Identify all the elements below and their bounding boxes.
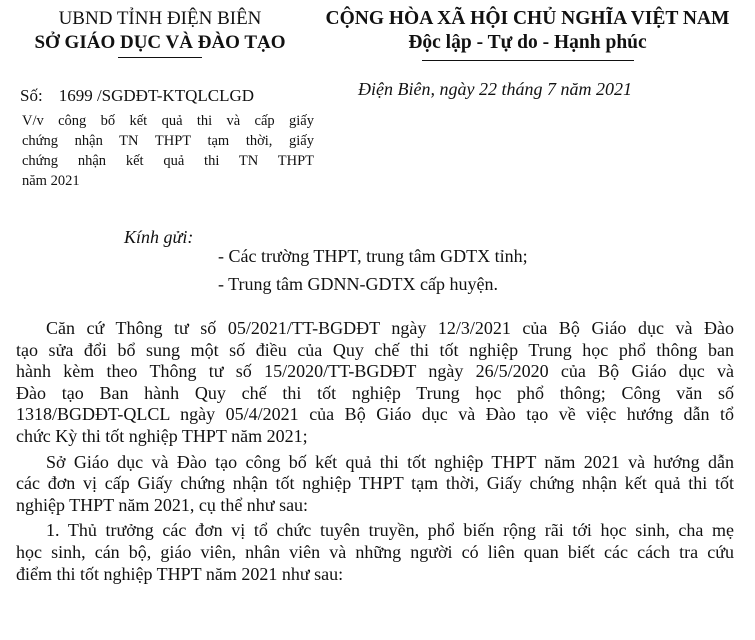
paragraph-line: học sinh, cán bộ, giáo viên, nhân viên và những người có liên quan biết các cách tra cứu [16,541,734,562]
paragraph-line: hành kèm theo Thông tư số 15/2020/TT-BGDĐT ngày 26/5/2020 của Bộ Giáo dục và [16,361,734,382]
paragraph-line: Đào tạo Ban hành Quy chế thi tốt nghiệp Trung học phổ thông; Công văn số [16,382,734,403]
document-date: Điện Biên, ngày 22 tháng 7 năm 2021 [358,79,632,99]
paragraph-line: tạo sửa đổi bổ sung một số điều của Quy chế thi tốt nghiệp Trung học phổ thông ban [16,339,734,360]
paragraph-line: các đơn vị cấp Giấy chứng nhận tốt nghiệp THPT tạm thời, Giấy chứng nhận kết quả thi tốt [16,473,734,494]
issuing-department: SỞ GIÁO DỤC VÀ ĐÀO TẠO [34,32,286,53]
national-title: CỘNG HÒA XÃ HỘI CHỦ NGHĨA VIỆT NAM [325,8,730,29]
paragraph-line: chức Kỳ thi tốt nghiệp THPT năm 2021; [16,425,308,446]
subject-line: chứng nhận kết quả thi TN THPT [22,153,314,169]
document-number-value: 1699 [58,86,93,105]
document-subject [22,111,314,191]
header-divider-right [422,60,634,61]
paragraph-line: 1318/BGDĐT-QLCL ngày 05/4/2021 của Bộ Giáo dục và Đào tạo về việc hướng dẫn tổ [16,404,734,425]
header-divider-left [118,57,202,58]
paragraph-line: 1. Thủ trưởng các đơn vị tổ chức tuyên truyền, phổ biến rộng rãi tới học sinh, cha mẹ [46,520,734,541]
paragraph-legal-basis [16,318,734,448]
paragraph-announcement [16,452,734,517]
document-number-prefix: Số: [20,86,43,105]
document-number-suffix: /SGDĐT-KTQLCLGD [96,86,255,105]
paragraph-line: nghiệp THPT năm 2021, cụ thể như sau: [16,494,309,515]
document-number [20,86,254,106]
subject-line: chứng nhận TN THPT tạm thời, giấy [22,133,314,149]
document-body [16,318,734,585]
issuing-authority: UBND TỈNH ĐIỆN BIÊN [58,8,262,29]
greeting-label: Kính gửi: [124,227,194,247]
paragraph-item-1 [16,520,734,585]
paragraph-line: điểm thi tốt nghiệp THPT năm 2021 như sau: [16,563,344,584]
subject-line: năm 2021 [22,173,80,189]
national-motto: Độc lập - Tự do - Hạnh phúc [408,32,647,53]
paragraph-line: Sở Giáo dục và Đào tạo công bố kết quả thi tốt nghiệp THPT năm 2021 và hướng dẫn [46,451,734,472]
paragraph-line: Căn cứ Thông tư số 05/2021/TT-BGDĐT ngày 12/3/2021 của Bộ Giáo dục và Đào [46,318,734,338]
subject-line: V/v công bố kết quả thi và cấp giấy [22,113,314,129]
recipient-item: - Trung tâm GDNN-GDTX cấp huyện. [218,274,498,294]
recipient-item: - Các trường THPT, trung tâm GDTX tỉnh; [218,246,528,266]
